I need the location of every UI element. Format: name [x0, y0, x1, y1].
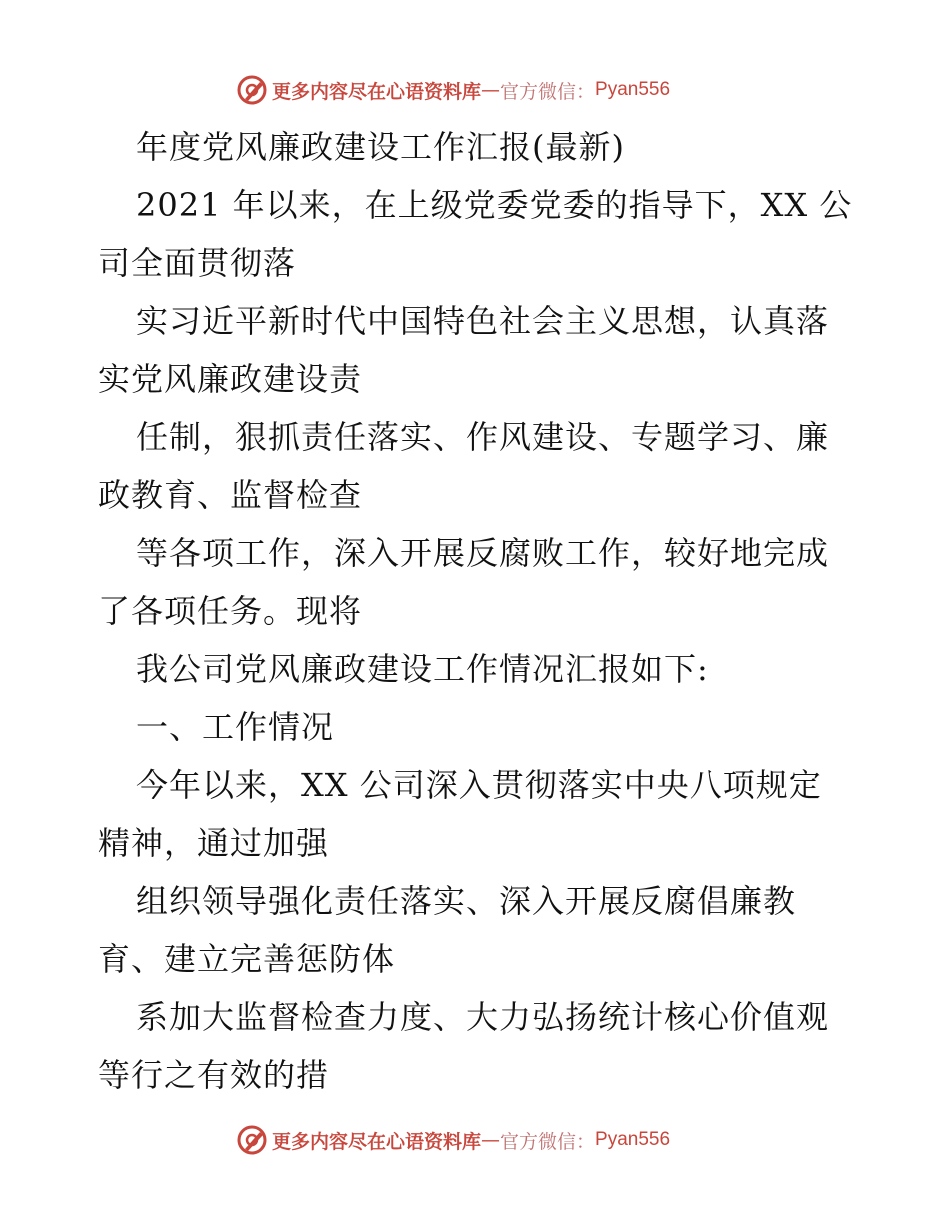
text-line: 等行之有效的措: [98, 1056, 330, 1094]
pen-logo-icon: [236, 1124, 268, 1156]
watermark-dash: —: [481, 79, 501, 101]
text-line: 育、建立完善惩防体: [98, 940, 396, 978]
text-line: 组织领导强化责任落实、深入开展反腐倡廉教: [136, 882, 797, 920]
text-line: 精神，通过加强: [98, 824, 330, 862]
text-line: 今年以来，XX 公司深入贯彻落实中央八项规定: [136, 766, 822, 804]
text-line: 2021 年以来，在上级党委党委的指导下，XX 公: [136, 186, 853, 224]
watermark-account: Pyan556: [595, 79, 671, 100]
text-line: 任制，狠抓责任落实、作风建设、专题学习、廉: [136, 418, 830, 456]
text-line: 系加大监督检查力度、大力弘扬统计核心价值观: [136, 998, 830, 1036]
watermark-channel: 官方微信：: [500, 80, 596, 103]
section-heading: 一、工作情况: [136, 708, 335, 746]
text-line: 政教育、监督检查: [98, 476, 363, 514]
text-line: 实习近平新时代中国特色社会主义思想，认真落: [136, 302, 830, 340]
watermark-brand: 更多内容尽在心语资料库: [272, 80, 482, 103]
watermark-account: Pyan556: [595, 1129, 671, 1150]
text-line: 实党风廉政建设责: [98, 360, 363, 398]
header-watermark: [236, 73, 670, 107]
document-title: 年度党风廉政建设工作汇报(最新): [136, 128, 625, 166]
watermark-brand: 更多内容尽在心语资料库: [272, 1130, 482, 1153]
pen-logo-icon: [236, 74, 268, 106]
watermark-dash: —: [481, 1129, 501, 1151]
text-line: 我公司党风廉政建设工作情况汇报如下:: [136, 650, 709, 688]
document-body: [98, 118, 858, 1104]
text-line: 司全面贯彻落: [98, 244, 297, 282]
text-line: 了各项任务。现将: [98, 592, 363, 630]
watermark-channel: 官方微信：: [500, 1130, 596, 1153]
text-line: 等各项工作，深入开展反腐败工作，较好地完成: [136, 534, 830, 572]
footer-watermark: [236, 1123, 670, 1157]
